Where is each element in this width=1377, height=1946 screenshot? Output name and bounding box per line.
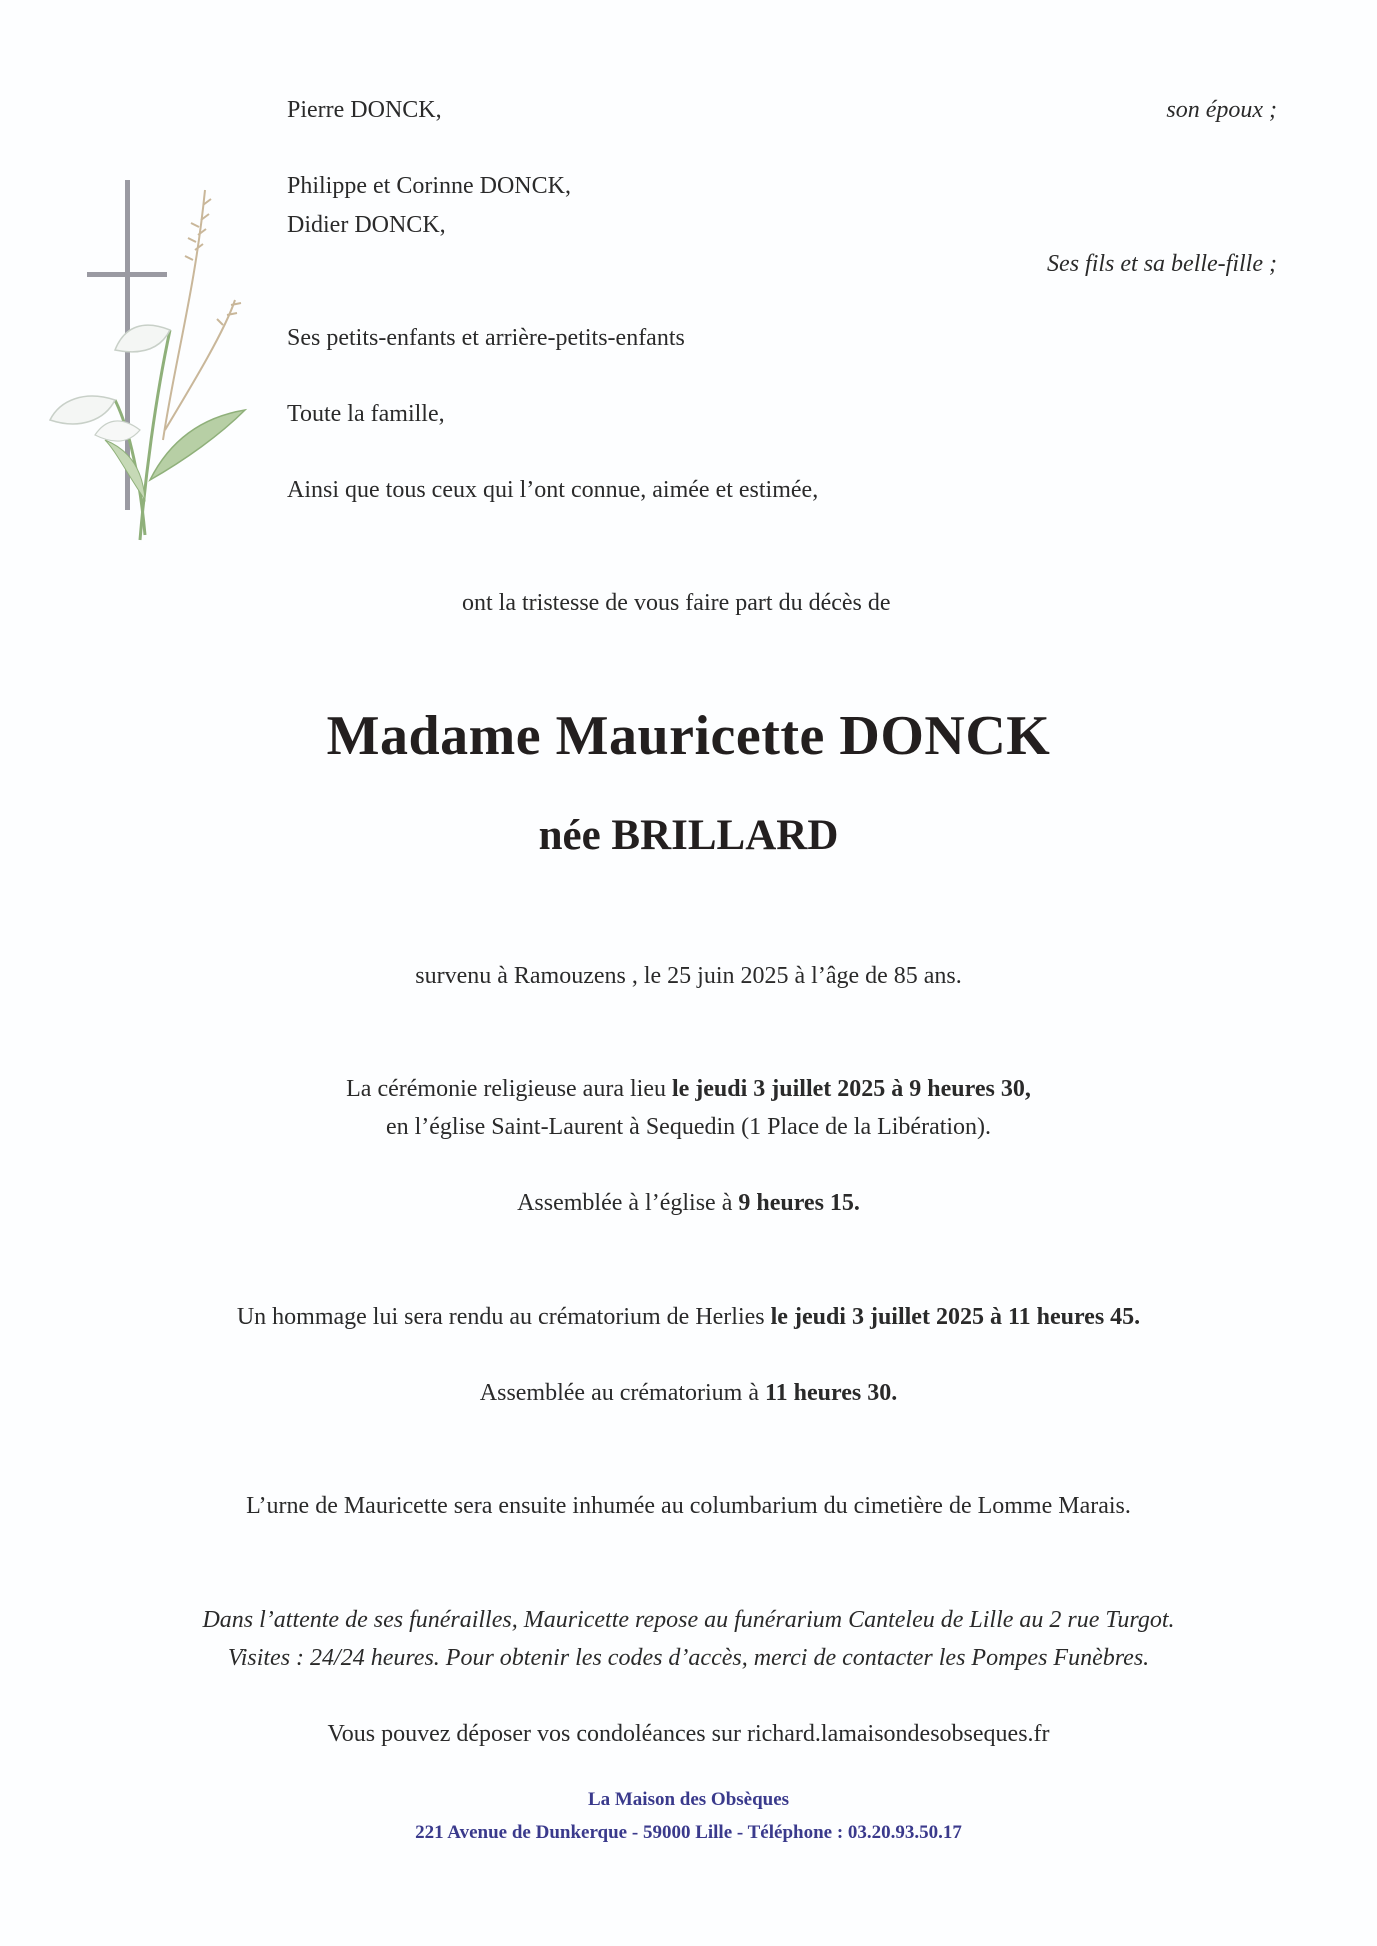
crematorium-assembly: [0, 1378, 1377, 1408]
ceremony-date: le jeudi 3 juillet 2025 à 9 heures 30,: [671, 1076, 1031, 1102]
crematorium-assembly-text: Assemblée au crématorium à: [479, 1380, 765, 1406]
funeral-home-address: 221 Avenue de Dunkerque - 59000 Lille - Téléphone : 03.20.93.50.17: [415, 1822, 962, 1843]
rest-line-2: Visites : 24/24 heures. Pour obtenir les codes d’accès, merci de contacter les Pompes Funèbres.: [227, 1645, 1150, 1671]
husband-role: son époux ;: [1166, 97, 1277, 123]
husband-name: Pierre DONCK,: [287, 97, 442, 123]
urn-line: L’urne de Mauricette sera ensuite inhumée au columbarium du cimetière de Lomme Marais.: [246, 1493, 1131, 1519]
rest-line-1: Dans l’attente de ses funérailles, Mauricette repose au funérarium Canteleu de Lille au 2 rue Turgot.: [202, 1607, 1175, 1633]
ceremony-line-1: [0, 1074, 1377, 1104]
maiden-name: née BRILLARD: [538, 812, 839, 859]
tribute-text: Un hommage lui sera rendu au crématorium de Herlies: [236, 1304, 771, 1330]
sons-line-1: Philippe et Corinne DONCK,: [287, 173, 571, 199]
church-assembly-time: 9 heures 15.: [738, 1190, 860, 1216]
tribute-date: le jeudi 3 juillet 2025 à 11 heures 45.: [770, 1304, 1141, 1330]
ceremony-line-2: en l’église Saint-Laurent à Sequedin (1 Place de la Libération).: [385, 1114, 992, 1140]
friends-line: Ainsi que tous ceux qui l’ont connue, aimée et estimée,: [287, 477, 819, 503]
cross-lily-ornament-icon: [45, 180, 265, 550]
funeral-home-name: La Maison des Obsèques: [587, 1789, 790, 1810]
crematorium-assembly-time: 11 heures 30.: [765, 1380, 898, 1406]
sons-line-2: Didier DONCK,: [287, 212, 446, 238]
sons-role: Ses fils et sa belle-fille ;: [1047, 251, 1277, 277]
family-line: Toute la famille,: [287, 401, 445, 427]
ceremony-text: La cérémonie religieuse aura lieu: [346, 1076, 672, 1102]
grandchildren-line: Ses petits-enfants et arrière-petits-enfants: [287, 325, 685, 351]
condolences-line: Vous pouvez déposer vos condoléances sur richard.lamaisondesobseques.fr: [327, 1721, 1050, 1747]
deceased-name: Madame Mauricette DONCK: [326, 705, 1051, 767]
church-assembly-text: Assemblée à l’église à: [517, 1190, 739, 1216]
death-details: survenu à Ramouzens , le 25 juin 2025 à l’âge de 85 ans.: [415, 963, 962, 989]
tribute-line: [0, 1302, 1377, 1332]
announcement-line: ont la tristesse de vous faire part du décès de: [462, 590, 891, 616]
church-assembly: [0, 1188, 1377, 1218]
